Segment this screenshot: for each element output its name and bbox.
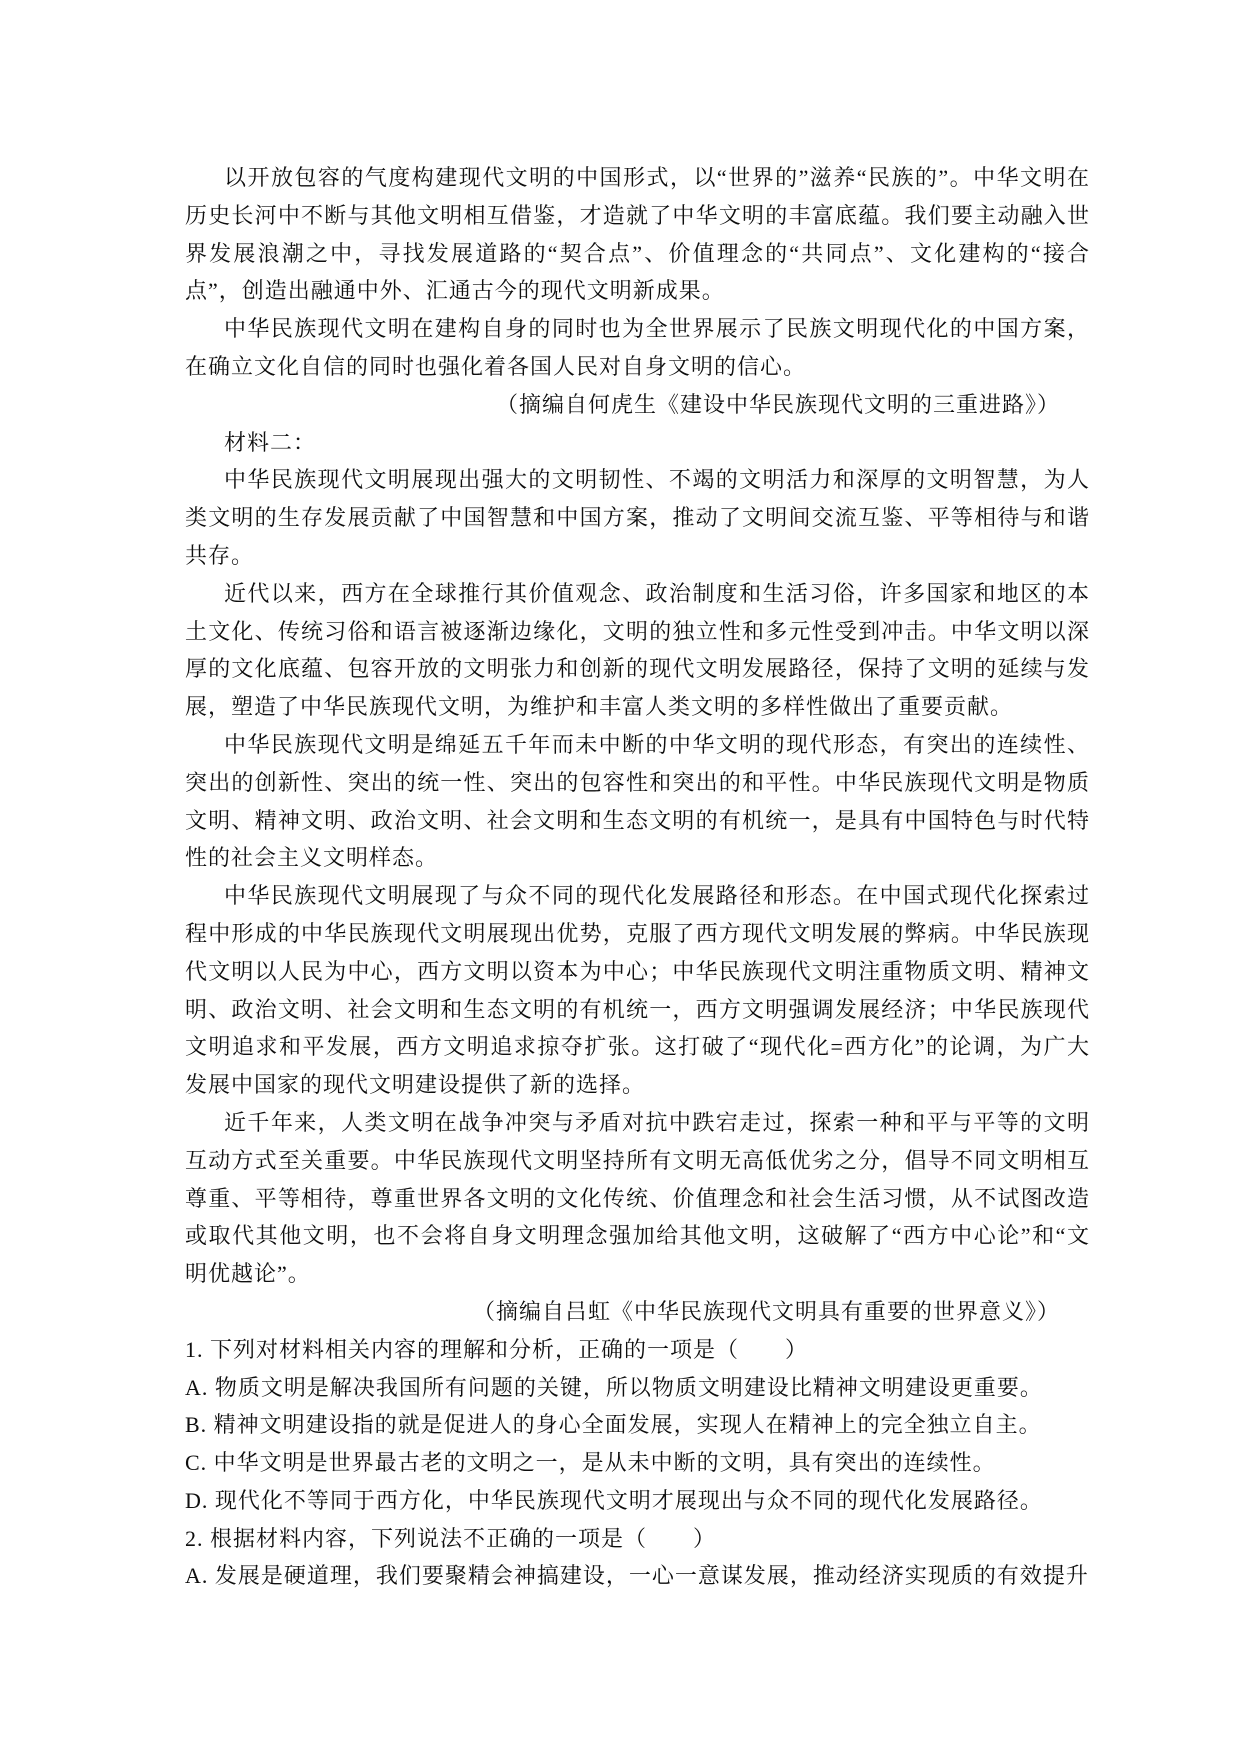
material-1-paragraph: 中华民族现代文明在建构自身的同时也为全世界展示了民族文明现代化的中国方案，在确立文化自信的同时也强化着各国人民对自身文明的信心。 — [185, 316, 1090, 379]
material-2-paragraph: 近代以来，西方在全球推行其价值观念、政治制度和生活习俗，许多国家和地区的本土文化、传统习俗和语言被逐渐边缘化，文明的独立性和多元性受到冲击。中华文明以深厚的文化底蕴、包容开放的文明张力和创新的现代文明发展路径，保持了文明的延续与发展，塑造了中华民族现代文明，为维护和丰富人类文明的多样性做出了重要贡献。 — [185, 580, 1090, 720]
material-2-paragraph: 中华民族现代文明展现出强大的文明韧性、不竭的文明活力和深厚的文明智慧，为人类文明的生存发展贡献了中国智慧和中国方案，推动了文明间交流互鉴、平等相待与和谐共存。 — [185, 467, 1090, 568]
question-1-stem: 1. 下列对材料相关内容的理解和分析，正确的一项是（ ） — [185, 1336, 809, 1362]
material-1-paragraph: 以开放包容的气度构建现代文明的中国形式，以“世界的”滋养“民族的”。中华文明在历史长河中不断与其他文明相互借鉴，才造就了中华文明的丰富底蕴。我们要主动融入世界发展浪潮之中，寻找发展道路的“契合点”、价值理念的“共同点”、文化建构的“接合点”，创造出融通中外、汇通古今的现代文明新成果。 — [185, 165, 1090, 304]
material-2-paragraph: 中华民族现代文明是绵延五千年而未中断的中华文明的现代形态，有突出的连续性、突出的创新性、突出的统一性、突出的包容性和突出的和平性。中华民族现代文明是物质文明、精神文明、政治文明、社会文明和生态文明的有机统一，是具有中国特色与时代特性的社会主义文明样态。 — [185, 731, 1090, 871]
material-2-label: 材料二： — [224, 429, 317, 455]
material-2-paragraph: 近千年来，人类文明在战争冲突与矛盾对抗中跌宕走过，探索一种和平与平等的文明互动方式至关重要。中华民族现代文明坚持所有文明无高低优劣之分，倡导不同文明相互尊重、平等相待，尊重世界各文明的文化传统、价值理念和社会生活习惯，从不试图改造或取代其他文明，也不会将自身文明理念强加给其他文明，这破解了“西方中心论”和“文明优越论”。 — [185, 1109, 1090, 1287]
question-2-stem: 2. 根据材料内容，下列说法不正确的一项是（ ） — [185, 1525, 717, 1551]
text-column — [185, 159, 1090, 1595]
question-1-option-a: A. 物质文明是解决我国所有问题的关键，所以物质文明建设比精神文明建设更重要。 — [185, 1374, 1043, 1400]
material-2-source-attribution: （摘编自吕虹《中华民族现代文明具有重要的世界意义》） — [472, 1298, 1060, 1324]
question-1-option-d: D. 现代化不等同于西方化，中华民族现代文明才展现出与众不同的现代化发展路径。 — [185, 1487, 1043, 1513]
question-1-option-b: B. 精神文明建设指的就是促进人的身心全面发展，实现人在精神上的完全独立自主。 — [185, 1412, 1042, 1438]
material-2-paragraph: 中华民族现代文明展现了与众不同的现代化发展路径和形态。在中国式现代化探索过程中形成的中华民族现代文明展现出优势，克服了西方现代文明发展的弊病。中华民族现代文明以人民为中心，西方文明以资本为中心；中华民族现代文明注重物质文明、精神文明、政治文明、社会文明和生态文明的有机统一，西方文明强调发展经济；中华民族现代文明追求和平发展，西方文明追求掠夺扩张。这打破了“现代化=西方化”的论调，为广大发展中国家的现代文明建设提供了新的选择。 — [185, 883, 1090, 1098]
material-1-source-attribution: （摘编自何虎生《建设中华民族现代文明的三重进路》） — [495, 391, 1060, 417]
question-2-option-a: A. 发展是硬道理，我们要聚精会神搞建设，一心一意谋发展，推动经济实现质的有效提升 — [185, 1563, 1089, 1589]
question-1-option-c: C. 中华文明是世界最古老的文明之一，是从未中断的文明，具有突出的连续性。 — [185, 1450, 996, 1476]
